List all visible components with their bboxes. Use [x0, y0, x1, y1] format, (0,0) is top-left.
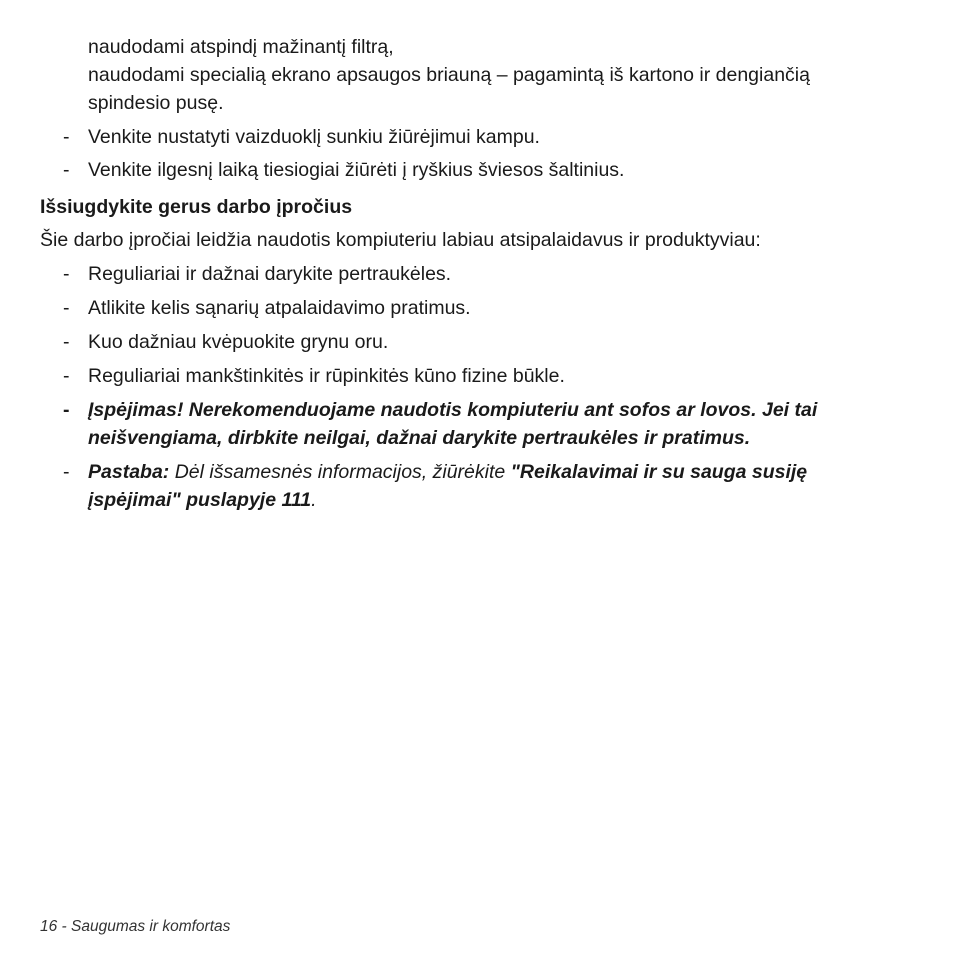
list-item-text: Reguliariai ir dažnai darykite pertraukėles.: [88, 263, 452, 285]
note-line-2: [88, 486, 317, 514]
page-footer: 16 - Saugumas ir komfortas: [40, 918, 231, 935]
list-item-text: Reguliariai mankštinkitės ir rūpinkitės kūno fizine būkle.: [88, 365, 565, 387]
continuation-line-3: spindesio pusę.: [88, 92, 224, 114]
section-heading: Išsiugdykite gerus darbo įpročius: [40, 196, 353, 218]
warning-text-line-2: neišvengiama, dirbkite neilgai, dažnai darykite pertraukėles ir pratimus.: [88, 427, 751, 449]
bullet-dash: -: [63, 263, 70, 285]
bullet-dash: -: [63, 159, 70, 181]
bullet-dash: -: [63, 297, 70, 319]
bullet-dash: -: [63, 399, 70, 421]
list-item-text: Venkite nustatyti vaizduoklį sunkiu žiūrėjimui kampu.: [88, 126, 540, 148]
list-item-text: Atlikite kelis sąnarių atpalaidavimo pratimus.: [88, 297, 471, 319]
continuation-line-1: naudodami atspindį mažinantį filtrą,: [88, 36, 394, 58]
bullet-dash: -: [63, 461, 70, 483]
continuation-line-2: naudodami specialią ekrano apsaugos briauną – pagamintą iš kartono ir dengiančią: [88, 64, 810, 86]
list-item-text: Kuo dažniau kvėpuokite grynu oru.: [88, 331, 389, 353]
note-text: Dėl išsamesnės informacijos, žiūrėkite: [169, 461, 511, 483]
note-reference-link[interactable]: "Reikalavimai ir su sauga susiję: [510, 461, 808, 483]
section-intro: Šie darbo įpročiai leidžia naudotis kompiuteriu labiau atsipalaidavus ir produktyviau:: [40, 229, 761, 251]
note-label: Pastaba:: [88, 461, 170, 483]
note-reference-link-continued[interactable]: įspėjimai" puslapyje 111: [88, 489, 312, 511]
list-item-text: Venkite ilgesnį laiką tiesiogiai žiūrėti į ryškius šviesos šaltinius.: [88, 159, 625, 181]
note-line-1: [88, 458, 807, 486]
bullet-dash: -: [63, 365, 70, 387]
bullet-dash: -: [63, 126, 70, 148]
bullet-dash: -: [63, 331, 70, 353]
warning-text-line-1: Įspėjimas! Nerekomenduojame naudotis kompiuteriu ant sofos ar lovos. Jei tai: [88, 399, 818, 421]
note-end: .: [311, 489, 317, 511]
